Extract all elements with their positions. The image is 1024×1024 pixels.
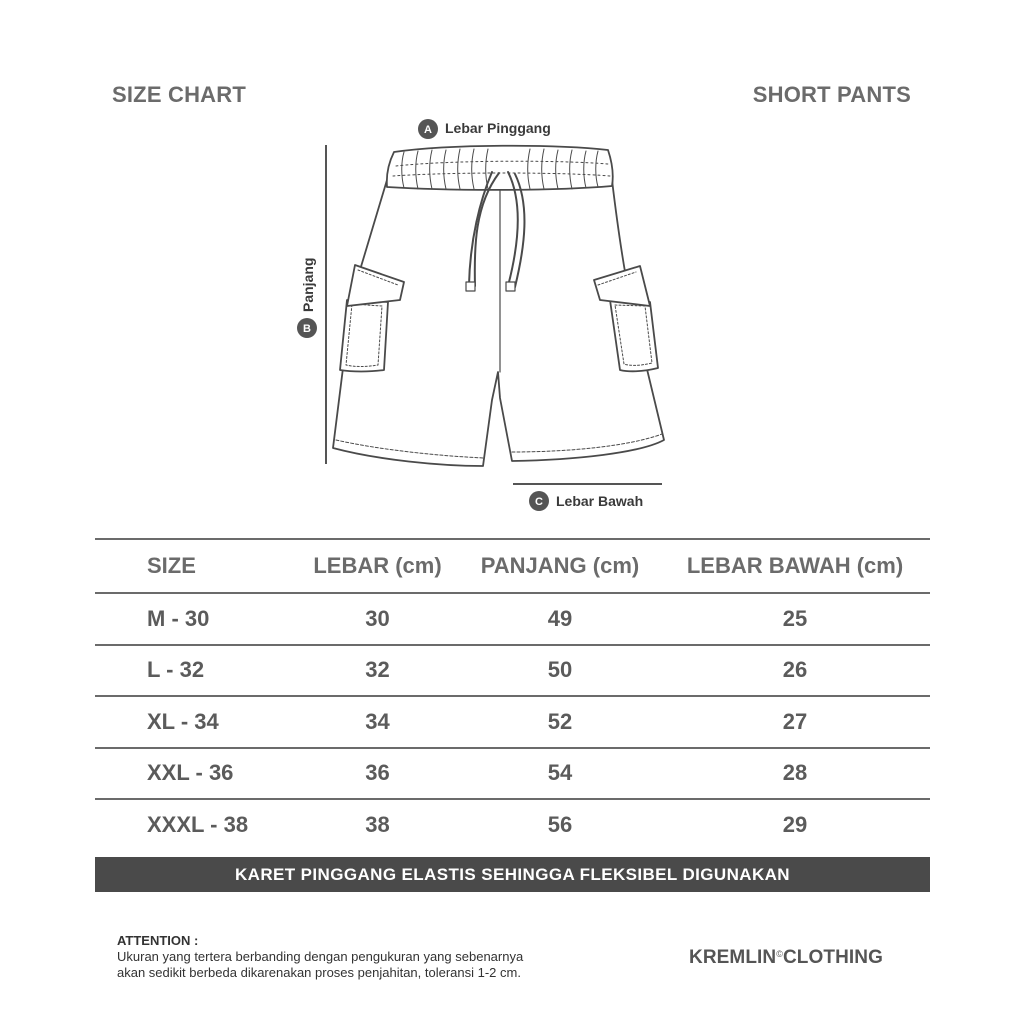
brand-name-part2: CLOTHING [782,947,883,968]
cell-hem: 29 [782,812,808,838]
table-row [95,696,930,748]
header-waist: LEBAR (cm) [313,553,442,578]
hem-measure-label [529,491,643,511]
header-size: SIZE [147,553,196,578]
attention-text-line-2: akan sedikit berbeda dikarenakan proses penjahitan, toleransi 1-2 cm. [117,965,521,980]
waist-letter: A [424,124,432,136]
cell-hem: 28 [782,760,808,786]
length-measure-label [297,258,317,338]
cell-length: 50 [547,657,573,683]
table-row [95,645,930,697]
product-type-title: SHORT PANTS [752,82,911,107]
cell-waist: 30 [365,605,390,631]
cell-waist: 32 [365,657,390,683]
size-chart-title: SIZE CHART [112,82,246,107]
table-row [95,748,930,800]
header-hem: LEBAR BAWAH (cm) [686,553,904,578]
brand-logo [689,947,883,969]
cell-waist: 36 [365,760,390,786]
length-label: Panjang [300,257,316,312]
attention-title: ATTENTION : [117,933,199,948]
elastic-waist-banner: KARET PINGGANG ELASTIS SEHINGGA FLEKSIBEL DIGUNAKAN [95,857,930,892]
cell-length: 52 [547,708,573,734]
table-row [95,799,930,851]
cell-size: XL - 34 [147,708,219,734]
hem-letter: C [535,496,543,508]
cell-size: XXXL - 38 [147,812,249,838]
table-row [95,593,930,645]
copyright-mark: © [776,949,783,959]
waist-label: Lebar Pinggang [445,120,551,136]
hem-label: Lebar Bawah [556,493,644,509]
shorts-illustration [333,146,664,466]
header-length: PANJANG (cm) [480,553,640,578]
table-header-row [95,539,930,593]
brand-name-part1: KREMLIN [689,947,777,968]
cell-size: L - 32 [147,657,205,683]
cell-waist: 34 [365,708,390,734]
length-letter: B [303,323,311,335]
cell-hem: 27 [782,708,808,734]
size-table [95,538,930,851]
cell-length: 49 [547,605,573,631]
waist-measure-label [418,119,551,139]
cell-length: 56 [547,812,573,838]
attention-text-line-1: Ukuran yang tertera berbanding dengan pengukuran yang sebenarnya [117,949,524,964]
cell-length: 54 [547,760,573,786]
cell-size: M - 30 [147,605,210,631]
cell-hem: 26 [782,657,808,683]
cell-waist: 38 [365,812,390,838]
cell-hem: 25 [782,605,808,631]
cell-size: XXL - 36 [147,760,234,786]
